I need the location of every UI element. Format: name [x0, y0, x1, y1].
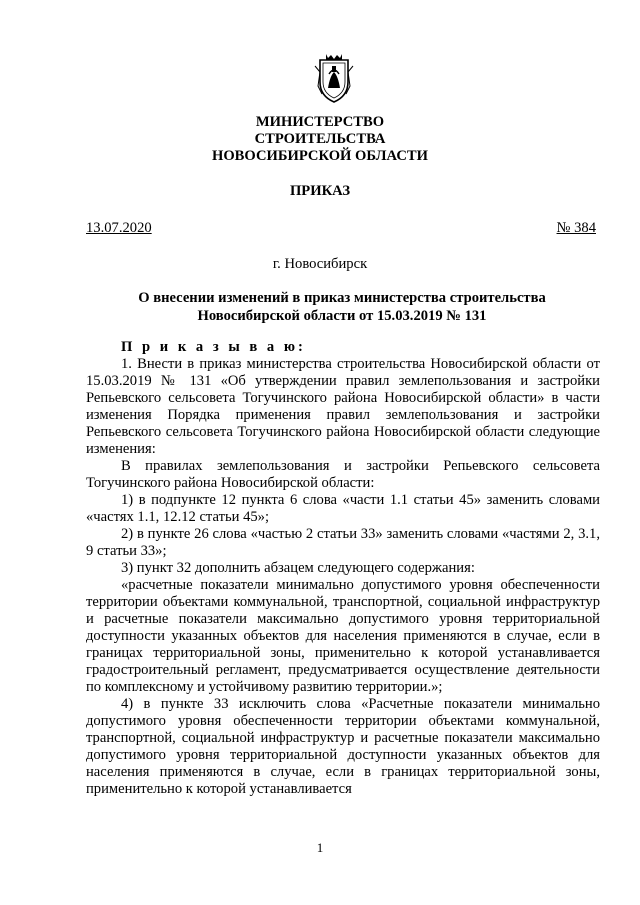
- page-number: 1: [316, 840, 324, 855]
- paragraph-6: «расчетные показатели минимально допустимого уровня обеспеченности территории объектами коммунальной, транспортной, социальной инфраструктур и расчетные показатели максимально допустимого уровня территориальной доступности указанных объектов для населения применяются в случае, если в границах территориальной зоны, применительно к которой устанавливается градостроительный регламент, предусматривается осуществление деятельности по комплексному и устойчивому развитию территории.»;: [86, 577, 600, 695]
- order-word: [86, 339, 600, 356]
- paragraph-4: 2) в пункте 26 слова «частью 2 статьи 33» заменить словами «частями 2, 3.1, 9 статьи 33»;: [86, 526, 600, 559]
- ministry-name-line-3: НОВОСИБИРСКОЙ ОБЛАСТИ: [211, 148, 428, 164]
- paragraph-7: 4) в пункте 33 исключить слова «Расчетные показатели минимально допустимого уровня обеспеченности территории объектами коммунальной, транспортной, социальной инфраструктур и расчетные показатели максимально допустимого уровня территориальной доступности указанных объектов для населения применяются в случае, если в границах территориальной зоны, применительно к которой устанавливается: [86, 696, 600, 797]
- document-body: [86, 339, 600, 798]
- city: г. Новосибирск: [272, 256, 368, 272]
- ministry-name-line-1: МИНИСТЕРСТВО: [255, 114, 385, 130]
- document-date: 13.07.2020: [86, 220, 152, 236]
- order-word-text: П р и к а з ы в а ю:: [121, 339, 306, 355]
- ministry-name-line-2: СТРОИТЕЛЬСТВА: [254, 131, 386, 147]
- document-subject: О внесении изменений в приказ министерства строительства Новосибирской области от 15.03.2019 № 131: [138, 290, 546, 324]
- paragraph-1: 1. Внести в приказ министерства строительства Новосибирской области от 15.03.2019 № 131 «Об утверждении правил землепользования и застройки Репьевского сельсовета Тогучинского района Новосибирской области» в части изменения Порядка применения правил землепользования и застройки Репьевского сельсовета Тогучинского района Новосибирской области следующие изменения:: [86, 356, 600, 457]
- coat-of-arms-icon: [314, 52, 354, 104]
- paragraph-2: В правилах землепользования и застройки Репьевского сельсовета Тогучинского района Новосибирской области:: [86, 458, 600, 491]
- document-number: № 384: [556, 220, 596, 236]
- paragraph-3: 1) в подпункте 12 пункта 6 слова «части 1.1 статьи 45» заменить словами «частях 1.1, 12.12 статьи 45»;: [86, 492, 600, 525]
- emblem: [314, 52, 354, 104]
- paragraph-5: 3) пункт 32 дополнить абзацем следующего содержания:: [121, 560, 475, 576]
- document-type: ПРИКАЗ: [289, 183, 351, 199]
